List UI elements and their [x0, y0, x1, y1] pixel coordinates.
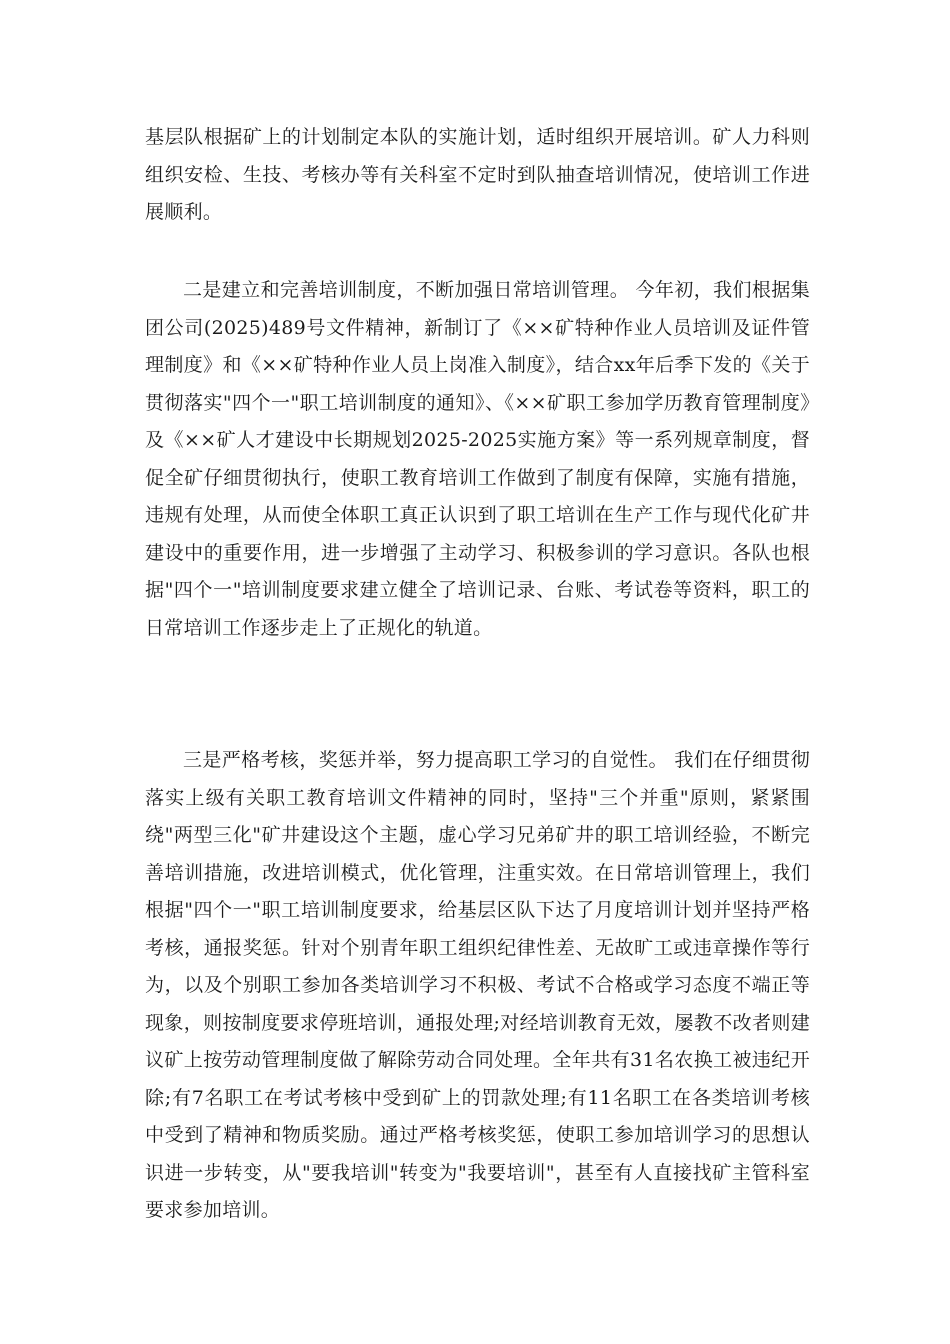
paragraph-continuation: 基层队根据矿上的计划制定本队的实施计划，适时组织开展培训。矿人力科则组织安检、生技、考核办等有关科室不定时到队抽查培训情况，使培训工作进展顺利。 [145, 126, 810, 223]
paragraph-training-system: 二是建立和完善培训制度，不断加强日常培训管理。 今年初，我们根据集团公司(2025)489号文件精神，新制订了《××矿特种作业人员培训及证件管理制度》和《××矿特种作业人员上岗准入制度》，结合xx年后季下发的《关于贯彻落实"四个一"职工培训制度的通知》、《××矿职工参加学历教育管理制度》及《××矿人才建设中长期规划2025-2025实施方案》等一系列规章制度，督促全矿仔细贯彻执行，使职工教育培训工作做到了制度有保障，实施有措施，违规有处理，从而使全体职工真正认识到了职工培训在生产工作与现代化矿井建设中的重要作用，进一步增强了主动学习、积极参训的学习意识。各队也根据"四个一"培训制度要求建立健全了培训记录、台账、考试卷等资料，职工的日常培训工作逐步走上了正规化的轨道。 [145, 279, 810, 639]
paragraph-strict-assessment: 三是严格考核，奖惩并举，努力提高职工学习的自觉性。 我们在仔细贯彻落实上级有关职工教育培训文件精神的同时，坚持"三个并重"原则，紧紧围绕"两型三化"矿井建设这个主题，虚心学习兄弟矿井的职工培训经验，不断完善培训措施，改进培训模式，优化管理，注重实效。在日常培训管理上，我们根据"四个一"职工培训制度要求，给基层区队下达了月度培训计划并坚持严格考核，通报奖惩。针对个别青年职工组织纪律性差、无故旷工或违章操作等行为，以及个别职工参加各类培训学习不积极、考试不合格或学习态度不端正等现象，则按制度要求停班培训，通报处理;对经培训教育无效，屡教不改者则建议矿上按劳动管理制度做了解除劳动合同处理。全年共有31名农换工被违纪开除;有7名职工在考试考核中受到矿上的罚款处理;有11名职工在各类培训考核中受到了精神和物质奖励。通过严格考核奖惩，使职工参加培训学习的思想认识进一步转变，从"要我培训"转变为"我要培训"，甚至有人直接找矿主管科室要求参加培训。 [145, 749, 810, 1221]
